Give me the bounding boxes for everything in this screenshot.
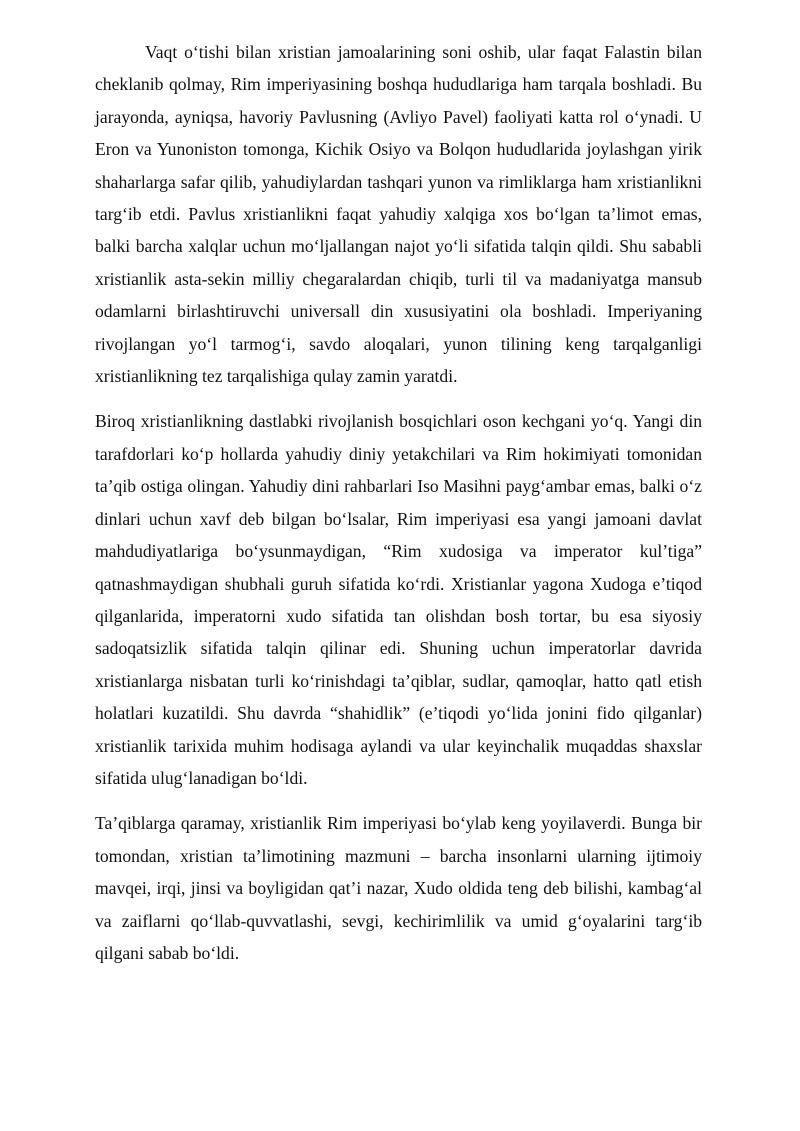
paragraph-3: Ta’qiblarga qaramay, xristianlik Rim imperiyasi bo‘ylab keng yoyilaverdi. Bunga bir tomondan, xristian ta’limotining mazmuni – barcha insonlarni ularning ijtimoiy mavqei, irqi, jinsi va boyligidan qat’i nazar, Xudo oldida teng deb bilishi, kambag‘al va zaiflarni qo‘llab-quvvatlashi, sevgi, kechirimlilik va umid g‘oyalarini targ‘ib qilgani sabab bo‘ldi.	[95, 813, 702, 963]
paragraph-2: Biroq xristianlikning dastlabki rivojlanish bosqichlari oson kechgani yo‘q. Yangi din tarafdorlari ko‘p hollarda yahudiy diniy yetakchilari va Rim hokimiyati tomonidan ta’qib ostiga olingan. Yahudiy dini rahbarlari Iso Masihni payg‘ambar emas, balki o‘z dinlari uchun xavf deb bilgan bo‘lsalar, Rim imperiyasi esa yangi jamoani davlat mahdudiyatlariga bo‘ysunmaydigan, “Rim xudosiga va imperator kul’tiga” qatnashmaydigan shubhali guruh sifatida ko‘rdi. Xristianlar yagona Xudoga e’tiqod qilganlarida, imperatorni xudo sifatida tan olishdan bosh tortar, bu esa siyosiy sadoqatsizlik sifatida talqin qilinar edi. Shuning uchun imperatorlar davrida xristianlarga nisbatan turli ko‘rinishdagi ta’qiblar, sudlar, qamoqlar, hatto qatl etish holatlari kuzatildi. Shu davrda “shahidlik” (e’tiqodi yo‘lida jonini fido qilganlar) xristianlik tarixida muhim hodisaga aylandi va ular keyinchalik muqaddas shaxslar sifatida ulug‘lanadigan bo‘ldi.	[95, 411, 702, 788]
paragraph-1: Vaqt o‘tishi bilan xristian jamoalarining soni oshib, ular faqat Falastin bilan cheklanib qolmay, Rim imperiyasining boshqa hududlariga ham tarqala boshladi. Bu jarayonda, ayniqsa, havoriy Pavlusning (Avliyo Pavel) faoliyati katta rol o‘ynadi. U Eron va Yunoniston tomonga, Kichik Osiyo va Bolqon hududlarida joylashgan yirik shaharlarga safar qilib, yahudiylardan tashqari yunon va rimliklarga ham xristianlikni targ‘ib etdi. Pavlus xristianlikni faqat yahudiy xalqiga xos bo‘lgan ta’limot emas, balki barcha xalqlar uchun mo‘ljallangan najot yo‘li sifatida talqin qildi. Shu sababli xristianlik asta-sekin milliy chegaralardan chiqib, turli til va madaniyatga mansub odamlarni birlashtiruvchi universall din xususiyatini ola boshladi. Imperiyaning rivojlangan yo‘l tarmog‘i, savdo aloqalari, yunon tilining keng tarqalganligi xristianlikning tez tarqalishiga qulay zamin yaratdi.	[95, 42, 702, 387]
document-page	[95, 36, 702, 969]
